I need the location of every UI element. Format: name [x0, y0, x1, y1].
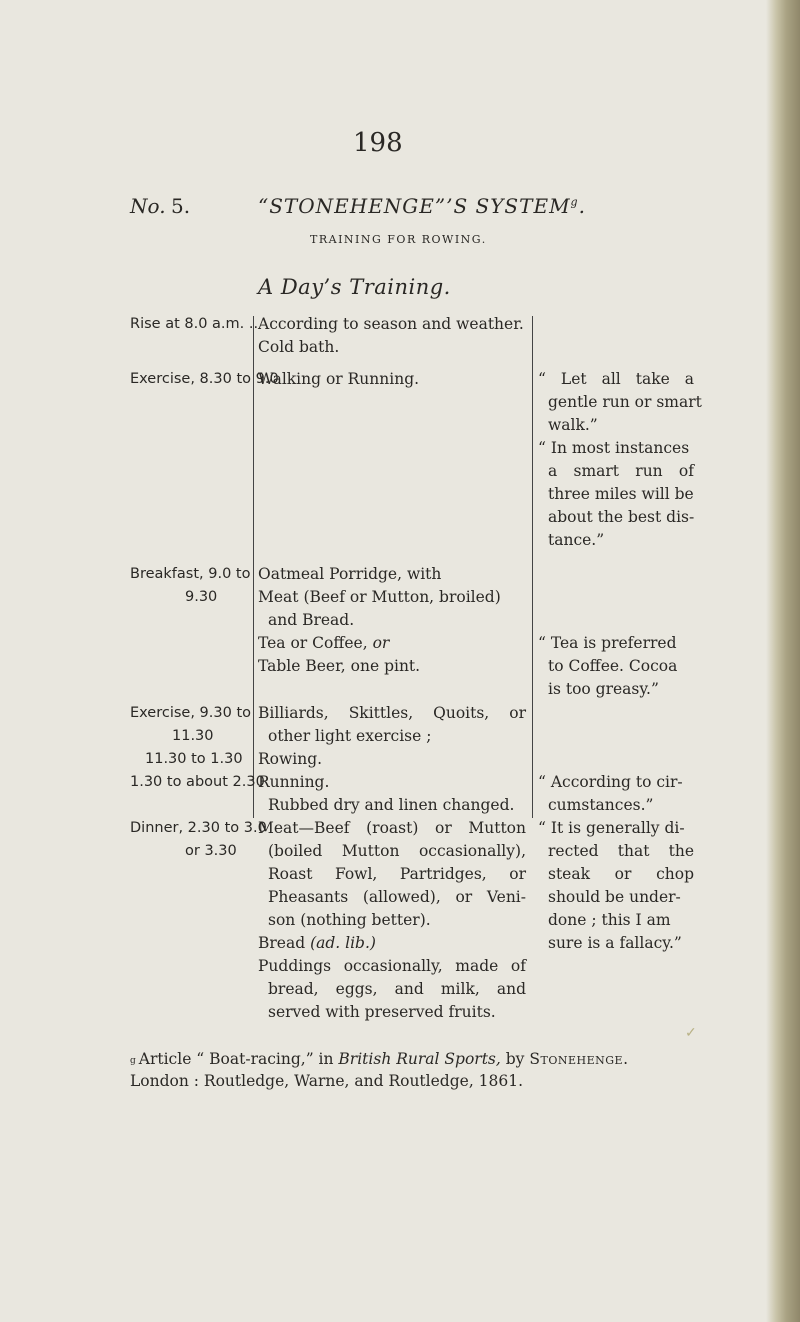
detail-line: son (nothing better). — [268, 911, 431, 929]
time-exercise-1: Exercise, 8.30 to 9.0 — [130, 371, 279, 387]
section-title: A Day’s Training. — [258, 275, 451, 299]
detail-line: Cold bath. — [258, 338, 340, 356]
time-exercise-2-end: 11.30 — [172, 728, 214, 744]
footnote-text: Article “ Boat-racing,” in — [138, 1050, 334, 1068]
system-title — [258, 194, 586, 218]
system-number-label: No. — [130, 194, 166, 218]
detail-line: Running. — [258, 773, 330, 791]
note-line: gentle run or smart — [548, 393, 702, 411]
system-title-text: “STONEHENGE”’S SYSTEM — [258, 194, 571, 218]
system-number-value: 5. — [171, 194, 191, 218]
time-running: 1.30 to about 2.30 — [130, 774, 265, 790]
detail-line — [258, 932, 376, 955]
column-rule-left — [253, 316, 254, 818]
detail-line: Pheasants (allowed), or Veni- — [268, 888, 526, 906]
note-line: “ Tea is preferred — [538, 634, 677, 652]
subtitle: TRAINING FOR ROWING. — [310, 233, 487, 246]
note-line: done ; this I am — [548, 911, 671, 929]
note-line: sure is a fallacy.” — [548, 934, 682, 952]
note-line: “ It is generally di- — [538, 819, 685, 837]
detail-line: Roast Fowl, Partridges, or — [268, 865, 526, 883]
time-dinner-end: or 3.30 — [185, 843, 237, 859]
footnote-marker: g — [130, 1056, 136, 1066]
footnote-by: by — [505, 1050, 525, 1068]
note-line: is too greasy.” — [548, 680, 659, 698]
footnote-ref: g — [570, 195, 579, 209]
footnote-author: Stonehenge. — [529, 1050, 629, 1068]
time-rise: Rise at 8.0 a.m. .. — [130, 316, 259, 332]
detail-line: served with preserved fruits. — [268, 1003, 496, 1021]
note-line: “ According to cir- — [538, 773, 683, 791]
column-rule-right — [532, 316, 533, 818]
system-title-end: . — [578, 194, 586, 218]
detail-line: According to season and weather. — [258, 315, 524, 333]
time-dinner: Dinner, 2.30 to 3.0 — [130, 820, 267, 836]
note-line: cumstances.” — [548, 796, 654, 814]
detail-italic: or — [372, 634, 390, 652]
footnote-line-1 — [130, 1050, 629, 1068]
footnote-line-2: London : Routledge, Warne, and Routledge, 1861. — [130, 1072, 524, 1090]
detail-line: Meat (Beef or Mutton, broiled) — [258, 588, 501, 606]
note-line: about the best dis- — [548, 508, 695, 526]
detail-line: bread, eggs, and milk, and — [268, 980, 526, 998]
detail-italic: (ad. lib.) — [310, 934, 376, 952]
time-rowing: 11.30 to 1.30 — [145, 751, 243, 767]
pencil-check-mark: ✓ — [685, 1025, 697, 1041]
detail-line: Rowing. — [258, 750, 323, 768]
time-breakfast-end: 9.30 — [185, 589, 218, 605]
detail-line: Puddings occasionally, made of — [258, 957, 526, 975]
note-line: rected that the — [548, 842, 694, 860]
detail-line: Billiards, Skittles, Quoits, or — [258, 704, 526, 722]
note-line: “ Let all take a — [538, 370, 694, 388]
detail-line: Oatmeal Porridge, with — [258, 565, 442, 583]
note-line: steak or chop — [548, 865, 694, 883]
detail-line: Walking or Running. — [258, 370, 420, 388]
footnote-italic: British Rural Sports, — [338, 1050, 501, 1068]
detail-line: Meat—Beef (roast) or Mutton — [258, 819, 526, 837]
page-edge-shadow — [766, 0, 800, 1322]
note-line: “ In most instances — [538, 439, 690, 457]
note-line: walk.” — [548, 416, 598, 434]
detail-line: and Bread. — [268, 611, 355, 629]
detail-line: other light exercise ; — [268, 727, 432, 745]
time-breakfast: Breakfast, 9.0 to — [130, 566, 251, 582]
detail-line: Rubbed dry and linen changed. — [268, 796, 515, 814]
detail-text: Bread — [258, 934, 306, 952]
detail-line: Table Beer, one pint. — [258, 657, 421, 675]
note-line: should be under- — [548, 888, 681, 906]
note-line: tance.” — [548, 531, 605, 549]
note-line: three miles will be — [548, 485, 694, 503]
detail-line: (boiled Mutton occasionally), — [268, 842, 526, 860]
page-number: 198 — [353, 128, 403, 158]
note-line: a smart run of — [548, 462, 694, 480]
detail-line — [258, 632, 389, 655]
time-exercise-2: Exercise, 9.30 to — [130, 705, 252, 721]
note-line: to Coffee. Cocoa — [548, 657, 678, 675]
detail-text: Tea or Coffee, — [258, 634, 368, 652]
